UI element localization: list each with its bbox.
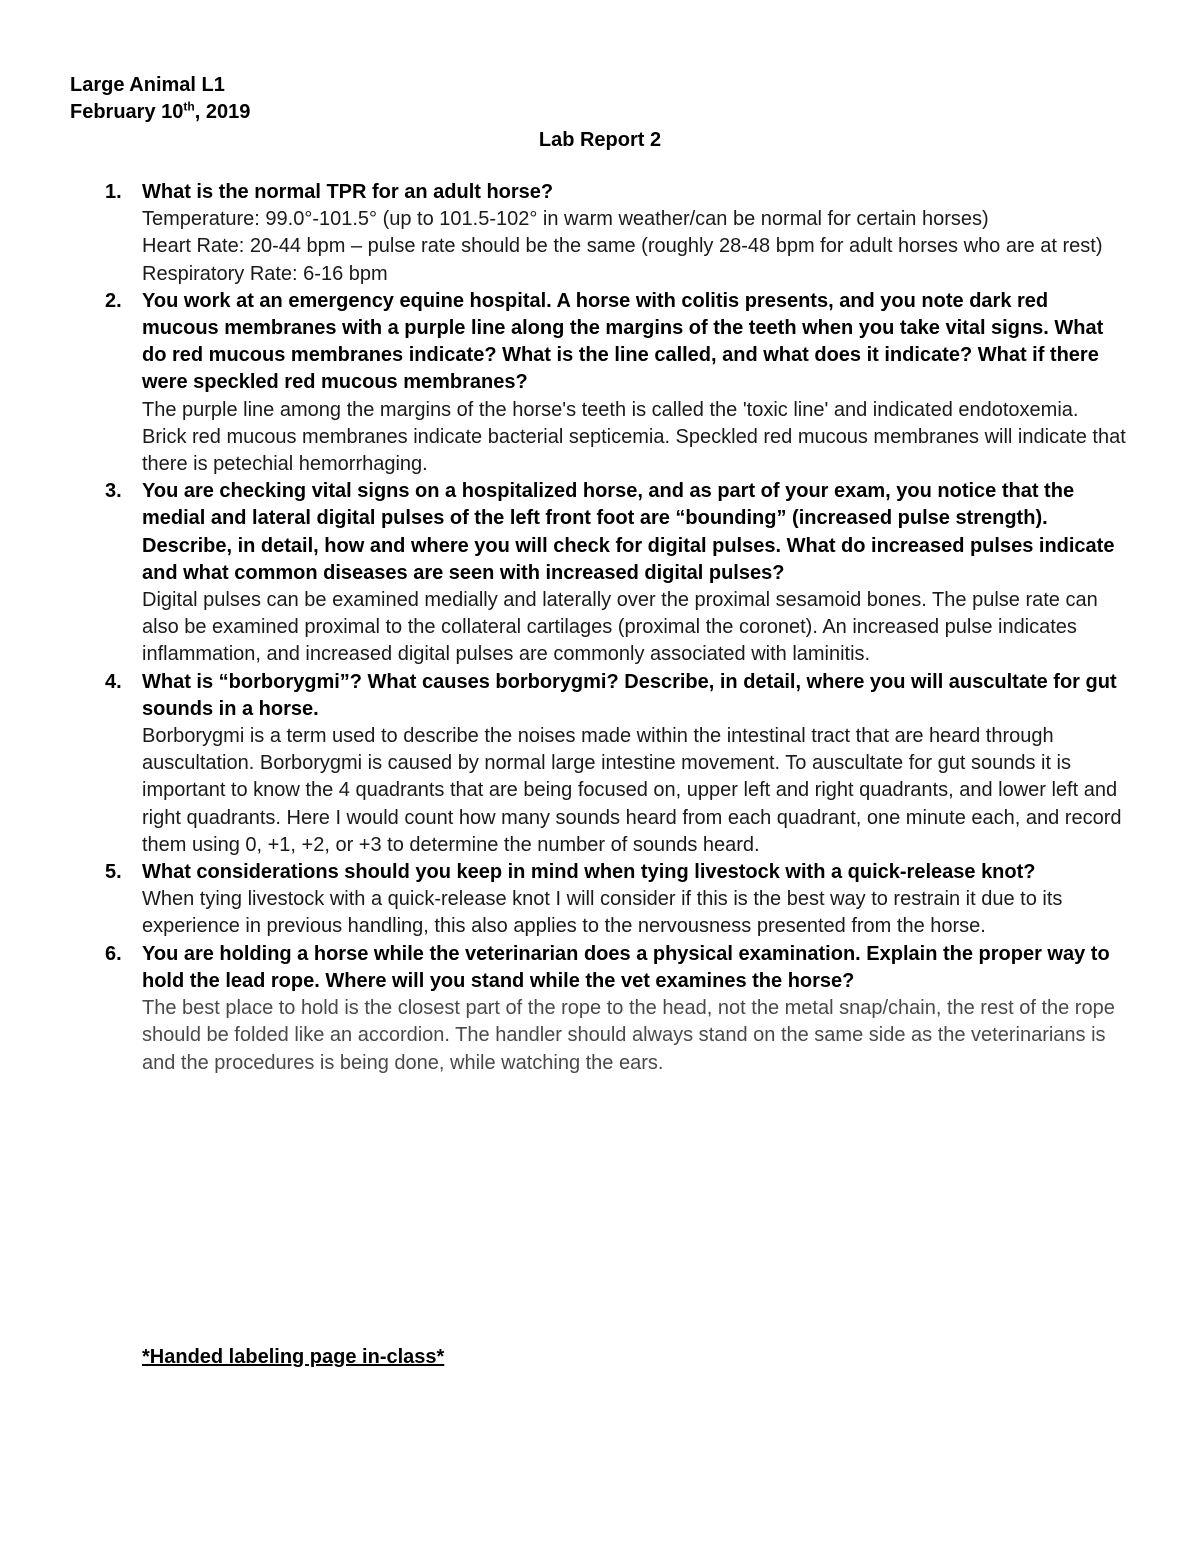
- page-title: Lab Report 2: [538, 129, 662, 151]
- question-text: What considerations should you keep in mind when tying livestock with a quick-release knot?: [142, 861, 1036, 884]
- question-item-2: [0, 288, 1127, 478]
- answer-temperature: Temperature: 99.0°-101.5° (up to 101.5-102° in warm weather/can be normal for certain horses): [142, 208, 989, 231]
- question-number: 5.: [105, 861, 122, 884]
- answer-heart-rate: Heart Rate: 20-44 bpm – pulse rate should be the same (roughly 28-48 bpm for adult horses who are at rest): [142, 235, 1103, 258]
- question-list: [0, 179, 1200, 1077]
- question-number: 3.: [105, 480, 122, 503]
- answer-text: When tying livestock with a quick-release knot I will consider if this is the best way to restrain it due to its experience in previous handling, this also applies to the nervousness presented from the horse.: [142, 888, 1063, 938]
- question-text: You are checking vital signs on a hospitalized horse, and as part of your exam, you notice that the medial and lateral digital pulses of the left front foot are “bounding” (increased pulse strength). Describe, in detail, how and where you will check for digital pulses. What do increased pulses indicate and what common diseases are seen with increased digital pulses?: [142, 480, 1115, 584]
- question-item-5: [0, 859, 1127, 941]
- date-year: , 2019: [194, 101, 251, 123]
- question-item-3: [0, 478, 1127, 668]
- question-text: You work at an emergency equine hospital. A horse with colitis presents, and you note dark red mucous membranes with a purple line along the margins of the teeth when you take vital signs. What do red mucous membranes indicate? What is the line called, and what does it indicate? What if there were speckled red mucous membranes?: [142, 289, 1104, 394]
- question-text: What is “borborygmi”? What causes borborygmi? Describe, in detail, where you will auscultate for gut sounds in a horse.: [142, 670, 1117, 720]
- date-ordinal-suffix: th: [183, 99, 195, 114]
- question-number: 2.: [105, 289, 122, 312]
- answer-text: The best place to hold is the closest part of the rope to the head, not the metal snap/chain, the rest of the rope should be folded like an accordion. The handler should always stand on the same side as the veterinarians is and the procedures is being done, while watching the ears.: [142, 997, 1115, 1074]
- date-month-day: February 10: [70, 101, 184, 123]
- question-item-4: [0, 669, 1127, 859]
- course-name: Large Animal L1: [70, 74, 225, 96]
- question-number: 1.: [105, 181, 122, 203]
- answer-text: Borborygmi is a term used to describe the noises made within the intestinal tract that are heard through auscultation. Borborygmi is caused by normal large intestine movement. To auscultate for gut sounds it is important to know the 4 quadrants that are being focused on, upper left and right quadrants, and lower left and right quadrants. Here I would count how many sounds heard from each quadrant, one minute each, and record them using 0, +1, +2, or +3 to determine the number of sounds heard.: [142, 725, 1122, 856]
- report-date: [70, 99, 250, 126]
- answer-text: Digital pulses can be examined medially and laterally over the proximal sesamoid bones. The pulse rate can also be examined proximal to the collateral cartilages (proximal the coronet). An increased pulse indicates inflammation, and increased digital pulses are commonly associated with laminitis.: [142, 589, 1098, 666]
- question-text: What is the normal TPR for an adult horse?: [142, 181, 554, 203]
- footer-note: *Handed labeling page in-class*: [142, 1346, 445, 1368]
- question-text: You are holding a horse while the veterinarian does a physical examination. Explain the proper way to hold the lead rope. Where will you stand while the vet examines the horse?: [142, 942, 1110, 992]
- question-item-6: [0, 941, 1127, 1077]
- question-number: 6.: [105, 942, 122, 965]
- question-number: 4.: [105, 670, 122, 693]
- answer-text: The purple line among the margins of the horse's teeth is called the 'toxic line' and indicated endotoxemia. Brick red mucous membranes indicate bacterial septicemia. Speckled red mucous membranes will indicate that there is petechial hemorrhaging.: [142, 398, 1126, 476]
- question-item-1: [0, 179, 1127, 288]
- answer-respiratory-rate: Respiratory Rate: 6-16 bpm: [142, 262, 388, 285]
